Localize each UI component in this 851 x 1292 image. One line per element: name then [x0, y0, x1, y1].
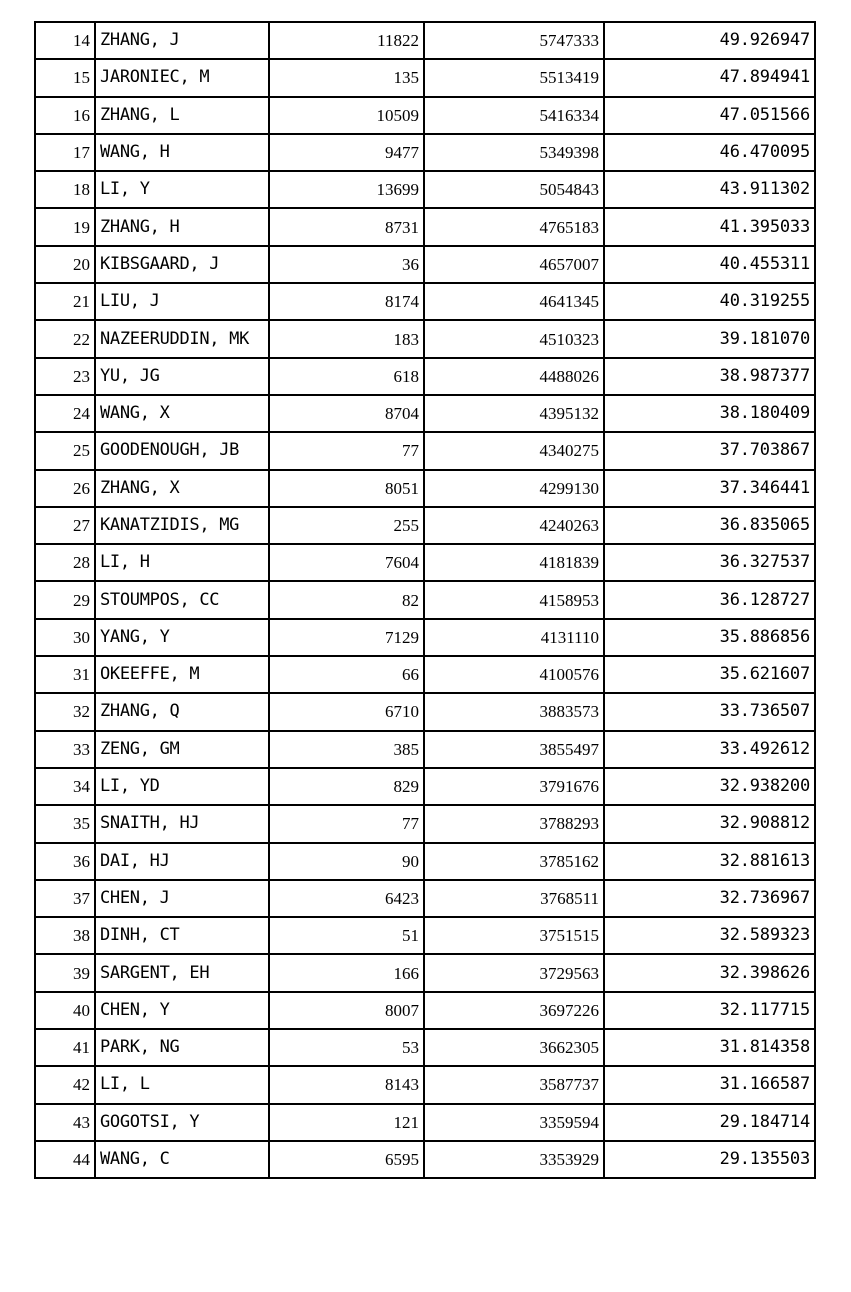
rank-cell: 30	[35, 619, 95, 656]
table-row	[35, 432, 815, 469]
rank-cell: 37	[35, 880, 95, 917]
document-count-cell: 10509	[269, 97, 424, 134]
author-name-cell: LI, YD	[95, 768, 269, 805]
citation-count-cell: 3587737	[424, 1066, 604, 1103]
author-name-cell: GOGOTSI, Y	[95, 1104, 269, 1141]
document-count-cell: 618	[269, 358, 424, 395]
table-row	[35, 1066, 815, 1103]
citation-count-cell: 3785162	[424, 843, 604, 880]
score-cell: 35.886856	[604, 619, 815, 656]
score-cell: 47.051566	[604, 97, 815, 134]
document-count-cell: 51	[269, 917, 424, 954]
citation-count-cell: 4181839	[424, 544, 604, 581]
score-cell: 31.166587	[604, 1066, 815, 1103]
document-count-cell: 166	[269, 954, 424, 991]
score-cell: 39.181070	[604, 320, 815, 357]
document-count-cell: 90	[269, 843, 424, 880]
author-name-cell: STOUMPOS, CC	[95, 581, 269, 618]
rank-cell: 14	[35, 22, 95, 59]
table-row	[35, 246, 815, 283]
score-cell: 40.455311	[604, 246, 815, 283]
table-row	[35, 581, 815, 618]
citation-count-cell: 3353929	[424, 1141, 604, 1178]
citation-count-cell: 4158953	[424, 581, 604, 618]
citation-count-cell: 4100576	[424, 656, 604, 693]
citation-count-cell: 5747333	[424, 22, 604, 59]
citation-count-cell: 3768511	[424, 880, 604, 917]
citation-count-cell: 4395132	[424, 395, 604, 432]
score-cell: 32.908812	[604, 805, 815, 842]
document-count-cell: 53	[269, 1029, 424, 1066]
document-count-cell: 8143	[269, 1066, 424, 1103]
table-row	[35, 954, 815, 991]
author-name-cell: YU, JG	[95, 358, 269, 395]
document-count-cell: 13699	[269, 171, 424, 208]
table-row	[35, 917, 815, 954]
score-cell: 32.589323	[604, 917, 815, 954]
table-row	[35, 619, 815, 656]
table-row	[35, 507, 815, 544]
rank-cell: 22	[35, 320, 95, 357]
rank-cell: 20	[35, 246, 95, 283]
score-cell: 32.398626	[604, 954, 815, 991]
score-cell: 32.736967	[604, 880, 815, 917]
score-cell: 32.881613	[604, 843, 815, 880]
rank-cell: 33	[35, 731, 95, 768]
citation-count-cell: 3751515	[424, 917, 604, 954]
author-name-cell: LI, Y	[95, 171, 269, 208]
rank-cell: 27	[35, 507, 95, 544]
table-row	[35, 59, 815, 96]
document-count-cell: 11822	[269, 22, 424, 59]
rank-cell: 21	[35, 283, 95, 320]
score-cell: 37.703867	[604, 432, 815, 469]
table-row	[35, 768, 815, 805]
author-name-cell: CHEN, J	[95, 880, 269, 917]
author-name-cell: LI, L	[95, 1066, 269, 1103]
document-count-cell: 8174	[269, 283, 424, 320]
citation-count-cell: 4641345	[424, 283, 604, 320]
table-row	[35, 283, 815, 320]
author-name-cell: CHEN, Y	[95, 992, 269, 1029]
rank-cell: 16	[35, 97, 95, 134]
table-body	[35, 22, 815, 1178]
document-count-cell: 385	[269, 731, 424, 768]
citation-count-cell: 3729563	[424, 954, 604, 991]
table-row	[35, 693, 815, 730]
table-row	[35, 171, 815, 208]
document-count-cell: 7129	[269, 619, 424, 656]
citation-count-cell: 3697226	[424, 992, 604, 1029]
table-row	[35, 208, 815, 245]
score-cell: 29.135503	[604, 1141, 815, 1178]
table-row	[35, 843, 815, 880]
author-name-cell: ZENG, GM	[95, 731, 269, 768]
citation-count-cell: 4299130	[424, 470, 604, 507]
author-name-cell: OKEEFFE, M	[95, 656, 269, 693]
rank-cell: 32	[35, 693, 95, 730]
citation-count-cell: 5513419	[424, 59, 604, 96]
document-count-cell: 7604	[269, 544, 424, 581]
citation-count-cell: 3662305	[424, 1029, 604, 1066]
document-count-cell: 8731	[269, 208, 424, 245]
author-name-cell: SARGENT, EH	[95, 954, 269, 991]
author-name-cell: DINH, CT	[95, 917, 269, 954]
table-row	[35, 1029, 815, 1066]
citation-count-cell: 3855497	[424, 731, 604, 768]
table-row	[35, 656, 815, 693]
rank-cell: 41	[35, 1029, 95, 1066]
citation-count-cell: 4488026	[424, 358, 604, 395]
author-name-cell: KANATZIDIS, MG	[95, 507, 269, 544]
table-row	[35, 544, 815, 581]
table-row	[35, 134, 815, 171]
rank-cell: 35	[35, 805, 95, 842]
rank-cell: 19	[35, 208, 95, 245]
score-cell: 29.184714	[604, 1104, 815, 1141]
rank-cell: 44	[35, 1141, 95, 1178]
document-count-cell: 8007	[269, 992, 424, 1029]
table-row	[35, 1104, 815, 1141]
table-row	[35, 470, 815, 507]
document-count-cell: 36	[269, 246, 424, 283]
citation-count-cell: 4240263	[424, 507, 604, 544]
score-cell: 46.470095	[604, 134, 815, 171]
citation-count-cell: 5416334	[424, 97, 604, 134]
score-cell: 36.128727	[604, 581, 815, 618]
citation-count-cell: 5349398	[424, 134, 604, 171]
document-count-cell: 9477	[269, 134, 424, 171]
rank-cell: 17	[35, 134, 95, 171]
table-row	[35, 731, 815, 768]
document-count-cell: 77	[269, 805, 424, 842]
author-name-cell: PARK, NG	[95, 1029, 269, 1066]
citation-count-cell: 3788293	[424, 805, 604, 842]
citation-count-cell: 4510323	[424, 320, 604, 357]
document-count-cell: 121	[269, 1104, 424, 1141]
score-cell: 38.180409	[604, 395, 815, 432]
score-cell: 36.327537	[604, 544, 815, 581]
score-cell: 33.492612	[604, 731, 815, 768]
citation-count-cell: 3791676	[424, 768, 604, 805]
citation-count-cell: 4765183	[424, 208, 604, 245]
author-name-cell: JARONIEC, M	[95, 59, 269, 96]
citation-count-cell: 3359594	[424, 1104, 604, 1141]
rank-cell: 29	[35, 581, 95, 618]
document-count-cell: 183	[269, 320, 424, 357]
author-name-cell: YANG, Y	[95, 619, 269, 656]
document-count-cell: 8051	[269, 470, 424, 507]
table-row	[35, 22, 815, 59]
author-name-cell: ZHANG, J	[95, 22, 269, 59]
author-name-cell: GOODENOUGH, JB	[95, 432, 269, 469]
table-row	[35, 320, 815, 357]
author-name-cell: ZHANG, H	[95, 208, 269, 245]
document-count-cell: 255	[269, 507, 424, 544]
score-cell: 32.938200	[604, 768, 815, 805]
document-count-cell: 6423	[269, 880, 424, 917]
document-count-cell: 6710	[269, 693, 424, 730]
author-ranking-table	[34, 21, 816, 1179]
author-name-cell: ZHANG, L	[95, 97, 269, 134]
rank-cell: 42	[35, 1066, 95, 1103]
table-row	[35, 992, 815, 1029]
score-cell: 33.736507	[604, 693, 815, 730]
rank-cell: 39	[35, 954, 95, 991]
document-count-cell: 66	[269, 656, 424, 693]
document-count-cell: 6595	[269, 1141, 424, 1178]
rank-cell: 38	[35, 917, 95, 954]
rank-cell: 15	[35, 59, 95, 96]
rank-cell: 18	[35, 171, 95, 208]
document-count-cell: 82	[269, 581, 424, 618]
rank-cell: 40	[35, 992, 95, 1029]
score-cell: 47.894941	[604, 59, 815, 96]
table-row	[35, 805, 815, 842]
score-cell: 41.395033	[604, 208, 815, 245]
citation-count-cell: 3883573	[424, 693, 604, 730]
rank-cell: 25	[35, 432, 95, 469]
score-cell: 38.987377	[604, 358, 815, 395]
document-count-cell: 135	[269, 59, 424, 96]
citation-count-cell: 4657007	[424, 246, 604, 283]
author-name-cell: NAZEERUDDIN, MK	[95, 320, 269, 357]
rank-cell: 36	[35, 843, 95, 880]
rank-cell: 28	[35, 544, 95, 581]
table-row	[35, 880, 815, 917]
score-cell: 37.346441	[604, 470, 815, 507]
table-row	[35, 1141, 815, 1178]
author-name-cell: DAI, HJ	[95, 843, 269, 880]
score-cell: 49.926947	[604, 22, 815, 59]
author-name-cell: SNAITH, HJ	[95, 805, 269, 842]
rank-cell: 23	[35, 358, 95, 395]
rank-cell: 31	[35, 656, 95, 693]
rank-cell: 43	[35, 1104, 95, 1141]
score-cell: 35.621607	[604, 656, 815, 693]
rank-cell: 34	[35, 768, 95, 805]
citation-count-cell: 5054843	[424, 171, 604, 208]
author-name-cell: WANG, X	[95, 395, 269, 432]
table-row	[35, 97, 815, 134]
score-cell: 36.835065	[604, 507, 815, 544]
table-row	[35, 395, 815, 432]
citation-count-cell: 4131110	[424, 619, 604, 656]
score-cell: 43.911302	[604, 171, 815, 208]
rank-cell: 26	[35, 470, 95, 507]
author-name-cell: LI, H	[95, 544, 269, 581]
score-cell: 32.117715	[604, 992, 815, 1029]
author-name-cell: LIU, J	[95, 283, 269, 320]
author-name-cell: KIBSGAARD, J	[95, 246, 269, 283]
document-count-cell: 77	[269, 432, 424, 469]
author-name-cell: WANG, H	[95, 134, 269, 171]
document-count-cell: 829	[269, 768, 424, 805]
citation-count-cell: 4340275	[424, 432, 604, 469]
author-name-cell: ZHANG, X	[95, 470, 269, 507]
table-row	[35, 358, 815, 395]
author-name-cell: WANG, C	[95, 1141, 269, 1178]
score-cell: 31.814358	[604, 1029, 815, 1066]
author-name-cell: ZHANG, Q	[95, 693, 269, 730]
score-cell: 40.319255	[604, 283, 815, 320]
document-count-cell: 8704	[269, 395, 424, 432]
rank-cell: 24	[35, 395, 95, 432]
